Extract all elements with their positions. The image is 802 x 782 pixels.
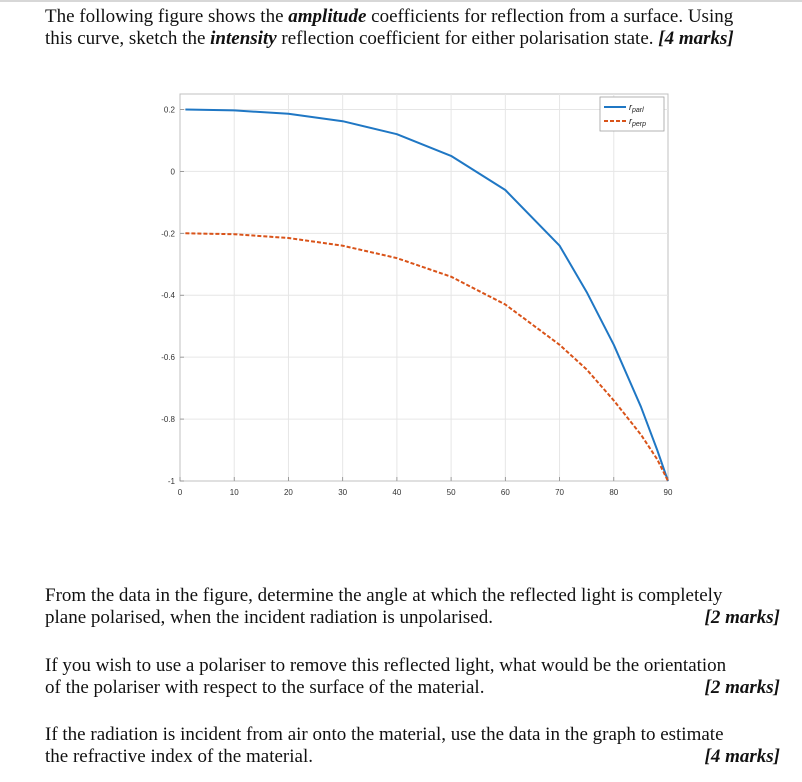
x-tick-label: 50 bbox=[446, 488, 456, 497]
legend-label-r_parl: $r_{parl}$ bbox=[629, 102, 644, 114]
y-tick-label: -0.2 bbox=[161, 229, 175, 239]
y-tick-label: -0.6 bbox=[161, 353, 175, 363]
question-2-line-1: From the data in the figure, determine the angle at which the reflected light is completely bbox=[45, 585, 723, 606]
question-intro-line-2: this curve, sketch the intensity reflection coefficient for either polarisation state. [4 marks] bbox=[45, 28, 734, 49]
question-2 bbox=[45, 585, 780, 629]
marks-label: [4 marks] bbox=[704, 746, 780, 767]
legend bbox=[600, 97, 664, 131]
x-tick-label: 60 bbox=[500, 488, 510, 497]
question-intro-line-1: The following figure shows the amplitude coefficients for reflection from a surface. Using bbox=[45, 6, 734, 27]
marks-label: [4 marks] bbox=[658, 28, 734, 49]
y-tick-label: -0.8 bbox=[161, 415, 175, 425]
question-4-line-2: the refractive index of the material. [4 marks] bbox=[45, 746, 780, 767]
intensity-emphasis: intensity bbox=[210, 28, 277, 49]
reflection-coefficient-chart bbox=[140, 85, 680, 505]
marks-label: [2 marks] bbox=[704, 677, 780, 698]
plot-area bbox=[180, 94, 668, 481]
y-tick-label: -0.4 bbox=[161, 291, 175, 301]
marks-label: [2 marks] bbox=[704, 607, 780, 628]
x-tick-label: 40 bbox=[392, 488, 402, 497]
y-tick-label: 0 bbox=[170, 167, 175, 177]
y-tick-label: -1 bbox=[167, 477, 175, 486]
question-3-line-2: of the polariser with respect to the surface of the material. [2 marks] bbox=[45, 677, 780, 698]
amplitude-emphasis: amplitude bbox=[288, 6, 367, 27]
page-top-edge bbox=[0, 0, 802, 2]
legend-label-r_perp: $r_{perp}$ bbox=[629, 116, 647, 128]
x-tick-label: 80 bbox=[609, 488, 619, 497]
question-4-line-1: If the radiation is incident from air onto the material, use the data in the graph to estimate bbox=[45, 724, 724, 745]
x-tick-label: 10 bbox=[229, 488, 239, 497]
x-tick-label: 70 bbox=[555, 488, 565, 497]
x-tick-label: 90 bbox=[663, 488, 673, 497]
question-intro bbox=[45, 6, 780, 50]
x-tick-label: 0 bbox=[177, 488, 183, 497]
question-2-line-2: plane polarised, when the incident radiation is unpolarised. [2 marks] bbox=[45, 607, 780, 628]
x-tick-label: 20 bbox=[283, 488, 293, 497]
question-3-line-1: If you wish to use a polariser to remove this reflected light, what would be the orientation bbox=[45, 655, 727, 676]
question-4 bbox=[45, 724, 780, 768]
question-3 bbox=[45, 655, 780, 699]
y-tick-label: 0.2 bbox=[163, 105, 175, 115]
x-tick-label: 30 bbox=[338, 488, 348, 497]
